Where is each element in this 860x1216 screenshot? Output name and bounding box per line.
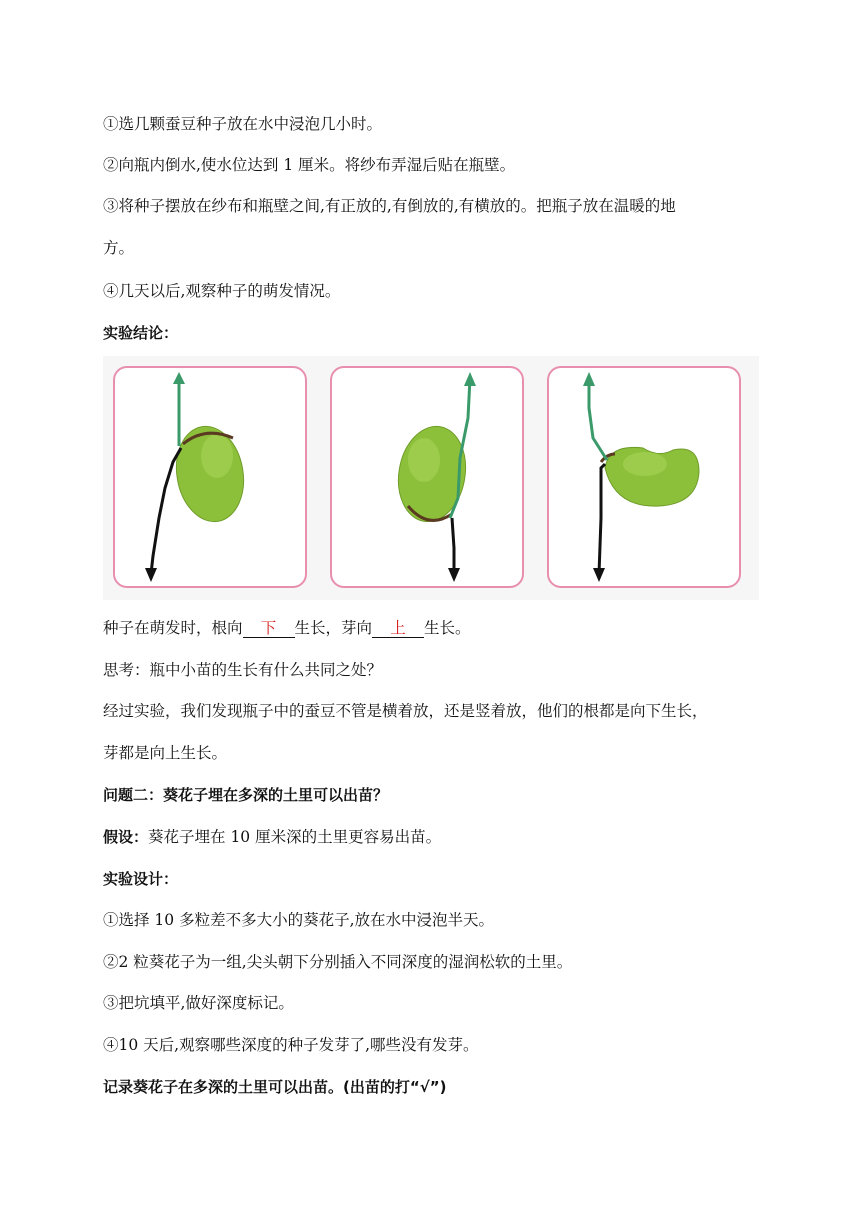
design-step-4: ④10 天后,观察哪些深度的种子发芽了,哪些没有发芽。: [103, 1036, 479, 1054]
step-3-continued: 方。: [103, 239, 135, 257]
think-question: 思考：瓶中小苗的生长有什么共同之处？: [103, 661, 383, 679]
panel-bean-horizontal: [547, 366, 741, 588]
conclusion-heading: 实验结论：: [103, 324, 179, 342]
step-2: ②向瓶内倒水,使水位达到 1 厘米。将纱布弄湿后贴在瓶壁。: [103, 156, 516, 174]
question-2-heading: 问题二：葵花子埋在多深的土里可以出苗？: [103, 786, 389, 804]
answer-blank-down: 下: [243, 620, 295, 638]
hypothesis-label: 假设：: [103, 828, 149, 846]
think-answer-line-2: 芽都是向上生长。: [103, 744, 228, 762]
bean-upright-illustration: [115, 368, 305, 586]
hypothesis-text: 葵花子埋在 10 厘米深的土里更容易出苗。: [148, 828, 442, 846]
fill-blank-sentence: [103, 618, 471, 638]
bean-horizontal-illustration: [549, 368, 739, 586]
step-3: ③将种子摆放在纱布和瓶壁之间,有正放的,有倒放的,有横放的。把瓶子放在温暖的地: [103, 197, 676, 215]
answer-blank-up: 上: [372, 620, 424, 638]
design-heading: 实验设计：: [103, 870, 179, 888]
seed-germination-figure: [103, 356, 759, 600]
hypothesis: [103, 827, 441, 847]
record-heading: 记录葵花子在多深的土里可以出苗。(出苗的打“√”): [103, 1078, 447, 1096]
step-1: ①选几颗蚕豆种子放在水中浸泡几小时。: [103, 115, 383, 133]
design-step-2: ②2 粒葵花子为一组,尖头朝下分别插入不同深度的湿润松软的土里。: [103, 953, 573, 971]
design-step-1: ①选择 10 多粒差不多大小的葵花子,放在水中浸泡半天。: [103, 911, 495, 929]
fill-sentence-part-1: 种子在萌发时，根向: [103, 619, 243, 637]
panel-bean-upright: [113, 366, 307, 588]
bean-inverted-illustration: [332, 368, 522, 586]
fill-sentence-part-3: 生长。: [424, 619, 471, 637]
fill-sentence-part-2: 生长，芽向: [294, 619, 373, 637]
panel-bean-inverted: [330, 366, 524, 588]
step-4: ④几天以后,观察种子的萌发情况。: [103, 282, 341, 300]
design-step-3: ③把坑填平,做好深度标记。: [103, 994, 294, 1012]
think-answer-line-1: 经过实验，我们发现瓶子中的蚕豆不管是横着放，还是竖着放，他们的根都是向下生长，: [103, 702, 708, 720]
